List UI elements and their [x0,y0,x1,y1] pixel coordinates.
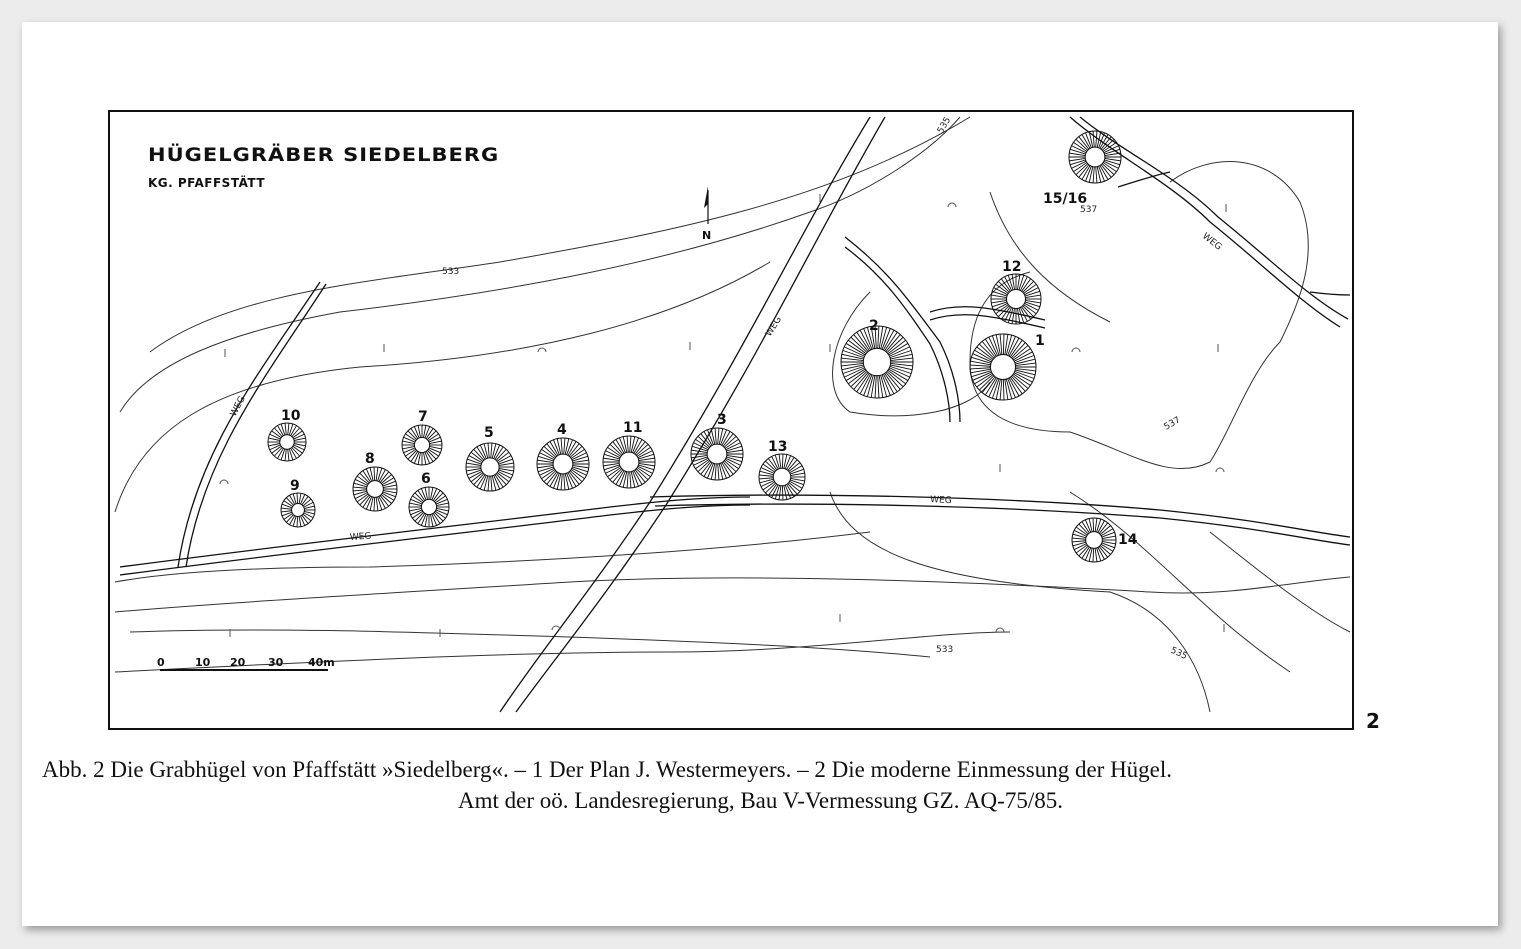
svg-text:0: 0 [157,656,165,669]
mound-hachure [759,478,773,479]
mound-number: 11 [623,420,643,436]
mound-hachure [1095,548,1097,562]
mound-hachure [623,472,627,488]
mound [1043,131,1121,207]
mound-top [863,348,890,375]
mound-number: 5 [484,425,494,441]
mound-hachure [1096,167,1097,183]
mound-hachure [484,444,488,458]
mound-hachure [378,497,382,510]
svg-text:20: 20 [230,656,246,669]
mound [402,409,442,465]
mound-hachure [630,472,631,488]
mound-hachure [1097,548,1101,561]
mound-hachure [1003,334,1004,354]
mound-hachure [301,494,305,504]
burial-mounds [268,131,1138,562]
mound-hachure [1000,379,1002,399]
contour-label: 537 [1162,415,1183,433]
mound [1072,518,1138,562]
mound-hachure [1093,548,1094,562]
mound-hachure [1000,334,1002,354]
mound-hachure [1095,518,1097,532]
mound-hachure [775,455,779,469]
mound-hachure [565,474,569,490]
mound [603,420,655,488]
mound-top [421,499,436,514]
map-drawing [110,112,1354,730]
svg-text:30: 30 [268,656,284,669]
mound-hachure [565,439,569,455]
mound-number: 6 [421,471,431,487]
mound-hachure [875,376,876,398]
mound-number: 3 [717,412,727,428]
mound-top [481,458,499,476]
mound [841,318,913,398]
north-arrow [702,186,711,242]
mound-hachure [879,375,883,397]
mound-hachure [378,468,382,481]
mound [353,451,397,511]
mound-hachure [718,464,719,480]
mound-hachure [1093,167,1094,183]
mound-hachure [782,454,783,468]
mound-hachure [1097,167,1101,183]
mound-top [990,354,1015,379]
mound-hachure [281,508,291,509]
mound-number: 13 [768,439,788,455]
mound-hachure [1097,132,1101,148]
mound-top [773,468,790,485]
mound-hachure [1089,167,1093,183]
mound-hachure [561,474,562,490]
site-map [108,110,1354,730]
mound-hachure [760,471,774,475]
mound-hachure [1096,131,1097,147]
mound-hachure [631,437,635,453]
mound-hachure [491,476,492,491]
mound-number: 15/16 [1043,191,1088,207]
mound-hachure [353,487,367,488]
mound-hachure [285,449,286,461]
mound-number: 1 [1035,333,1045,349]
mound-hachure [299,516,301,526]
mound-hachure [623,437,627,453]
mound-hachure [299,493,301,503]
mound-top [280,435,294,449]
mound-hachure [1003,380,1004,400]
mound-hachure [715,428,716,444]
mound [537,422,589,490]
mound-number: 7 [418,409,428,425]
contour-label: 533 [442,267,460,277]
mound-hachure [871,375,875,397]
contour-label: 537 [1080,205,1098,215]
mound-top [414,437,429,452]
mound [466,425,514,491]
mound-hachure [374,467,375,481]
mound-top [367,481,384,498]
mound-hachure [779,486,781,500]
mound-hachure [971,361,991,365]
scale-bar [157,656,335,670]
road-label: WEG [349,531,372,543]
mound-hachure [782,486,783,500]
mound [991,259,1041,324]
mound [281,478,315,527]
contour-label: 535 [1168,645,1189,662]
mound-top [292,504,305,517]
road-label: WEG [929,495,952,507]
mound-hachure [288,423,289,435]
mound-hachure [1097,519,1101,532]
mound-hachure [719,429,723,445]
mound-hachure [970,365,990,366]
contour-label: 535 [935,115,954,136]
mound-hachure [718,428,719,444]
mound-hachure [488,476,489,491]
mound-hachure [557,474,561,490]
map-subtitle: KG. PFAFFSTÄTT [148,176,266,190]
mound-hachure [491,443,492,458]
mound-hachure [1072,538,1086,539]
mound-hachure [879,326,883,348]
mound-hachure [627,436,628,452]
mound-hachure [759,475,773,476]
mound-hachure [970,368,990,369]
mound-hachure [557,439,561,455]
map-title: HÜGELGRÄBER SIEDELBERG [148,144,500,166]
svg-text:N: N [702,229,712,242]
mound-hachure [631,472,635,488]
mound-top [707,444,727,464]
mound-hachure [1093,518,1094,532]
mound-top [553,454,573,474]
mound-hachure [286,498,293,506]
mound-hachure [297,516,298,527]
mound-hachure [630,436,631,452]
mound-number: 4 [557,422,567,438]
mound-number: 10 [281,408,301,424]
mound-hachure [376,467,378,481]
mound-hachure [775,485,779,499]
mound-hachure [1093,131,1094,147]
contour-label: 533 [936,645,954,655]
mound-top [619,452,639,472]
mound-hachure [353,490,367,491]
road-label: WEG [764,315,784,339]
mound-hachure [779,454,781,468]
mound-number: 14 [1118,532,1138,548]
caption-line-2: Amt der oö. Landesregierung, Bau V-Vermessung GZ. AQ-75/85. [458,788,1063,813]
figure-caption [0,754,1521,816]
mound [409,471,449,527]
mound-top [1007,290,1026,309]
mound-hachure [715,464,716,480]
mound-number: 12 [1002,259,1022,275]
mound-hachure [719,464,723,480]
mound-hachure [564,474,565,490]
mound [268,408,306,461]
mound-hachure [492,444,496,458]
mound-hachure [711,464,715,480]
mound-hachure [297,493,298,504]
mound-hachure [492,476,496,490]
svg-text:10: 10 [195,656,211,669]
mound-hachure [376,497,378,511]
mound-hachure [484,476,488,490]
svg-text:40m: 40m [308,656,335,669]
caption-line-1: Abb. 2 Die Grabhügel von Pfaffstätt »Siedelberg«. – 1 Der Plan J. Westermeyers. – 2 Die moderne Einmessung der Hügel. [42,757,1173,782]
road-label: WEG [1200,231,1224,253]
roads [120,117,1350,712]
mound-hachure [627,472,628,488]
mound-top [1086,532,1103,549]
mound-hachure [301,516,305,526]
mound-hachure [285,423,286,435]
mound-hachure [971,369,991,373]
mound-hachure [281,511,291,512]
mound-hachure [374,497,375,511]
mound-hachure [1072,541,1086,542]
mound-hachure [760,479,774,483]
mound [970,333,1045,400]
panel-number: 2 [1366,709,1380,733]
mound-hachure [878,376,879,398]
mound-hachure [488,443,489,458]
mound-number: 9 [290,478,300,494]
mound-number: 2 [869,318,879,334]
mound-number: 8 [365,451,375,467]
mound-hachure [288,449,289,461]
mound [759,439,805,500]
mound-top [1085,147,1105,167]
mound-hachure [286,515,293,523]
mound-hachure [711,429,715,445]
mound-hachure [561,438,562,454]
mound-hachure [564,438,565,454]
road-label: WEG [228,394,248,419]
